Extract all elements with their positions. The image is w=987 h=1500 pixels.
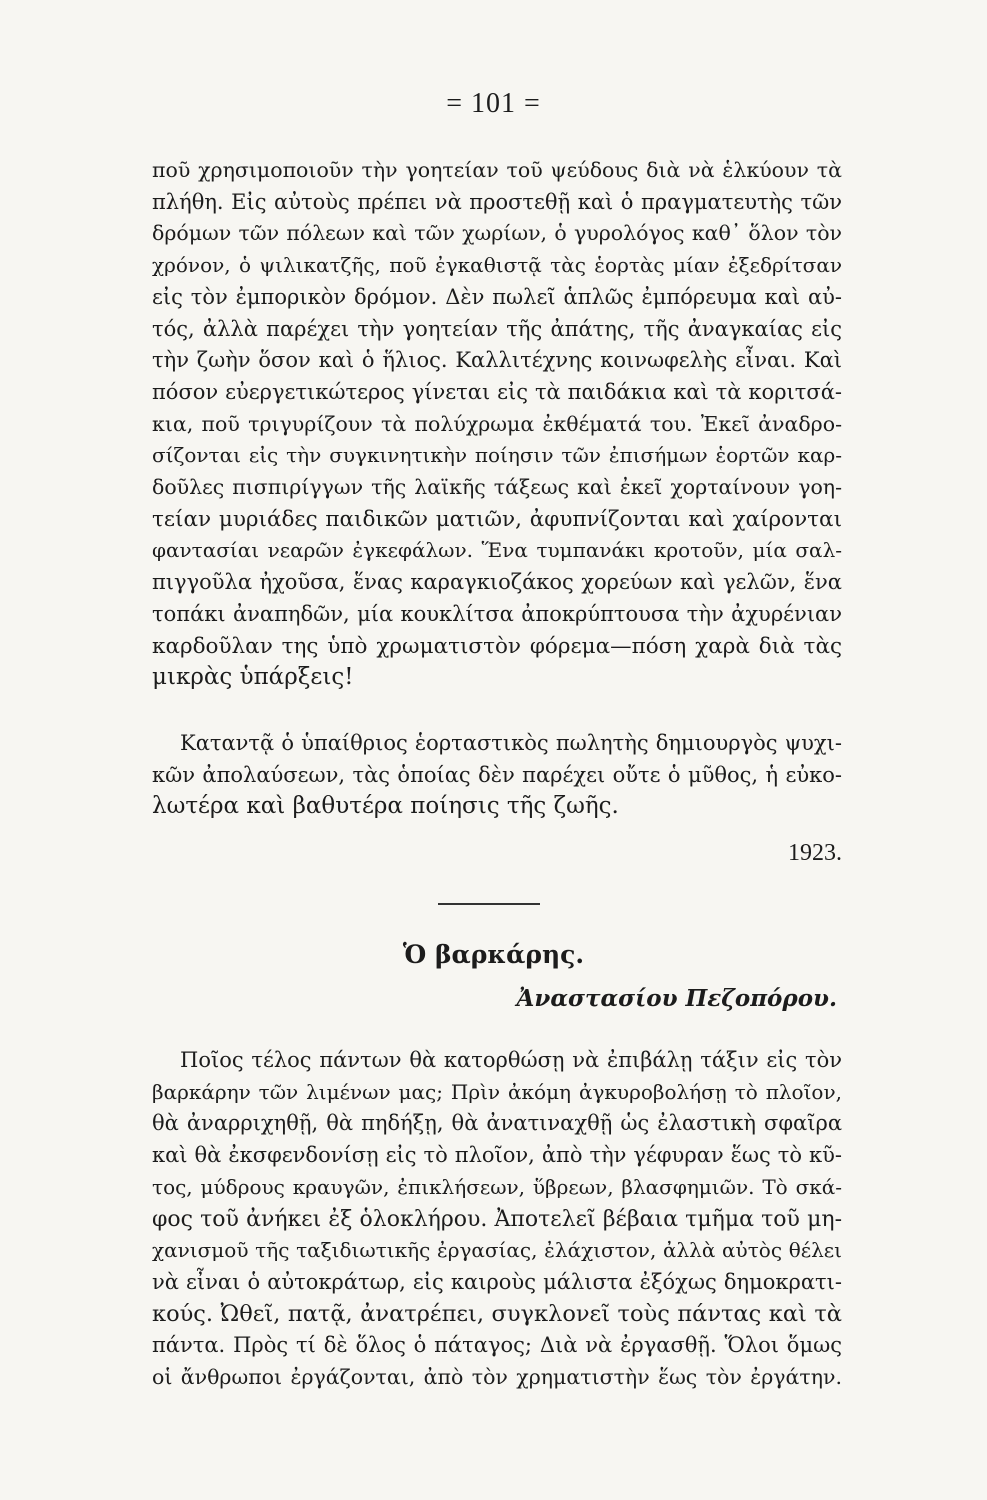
text-line: ποῦ χρησιμοποιοῦν τὴν γοητείαν τοῦ ψεύδους διὰ νὰ ἑλκύουν τὰ [152, 158, 842, 182]
text-line: τός, ἀλλὰ παρέχει τὴν γοητείαν τῆς ἀπάτης, τῆς ἀναγκαίας εἰς [152, 316, 842, 341]
section-author: Ἀναστασίου Πεζοπόρου. [516, 985, 837, 1012]
text-line: φαντασίαι νεαρῶν ἐγκεφάλων. Ἕνα τυμπανάκι κροτοῦν, μία σαλ- [152, 538, 842, 563]
text-line: χανισμοῦ τῆς ταξιδιωτικῆς ἐργασίας, ἐλάχιστον, ἀλλὰ αὐτὸς θέλει [152, 1238, 842, 1263]
text-line: χρόνον, ὁ ψιλικατζῆς, ποῦ ἐγκαθιστᾷ τὰς ἑορτὰς μίαν ἐξεδρίτσαν [152, 253, 842, 278]
section-paragraph [152, 1045, 842, 1394]
text-line: εἰς τὸν ἐμπορικὸν δρόμον. Δὲν πωλεῖ ἁπλῶς ἐμπόρευμα καὶ αὐ- [152, 284, 842, 309]
text-line: πλήθη. Εἰς αὐτοὺς πρέπει νὰ προστεθῇ καὶ ὁ πραγματευτὴς τῶν [152, 189, 842, 214]
text-line: μικρὰς ὑπάρξεις! [152, 664, 354, 691]
section-title: Ὁ βαρκάρης. [402, 940, 585, 969]
text-line: καρδοῦλαν της ὑπὸ χρωματιστὸν φόρεμα—πόση χαρὰ διὰ τὰς [152, 633, 842, 659]
essay-closing-paragraph [152, 728, 842, 823]
text-line: πάντα. Πρὸς τί δὲ ὅλος ὁ πάταγος; Διὰ νὰ ἐργασθῇ. Ὅλοι ὅμως [152, 1333, 842, 1358]
text-line: κῶν ἀπολαύσεων, τὰς ὁποίας δὲν παρέχει οὔτε ὁ μῦθος, ἡ εὐκο- [152, 762, 842, 787]
page-number: = 101 = [446, 88, 541, 119]
text-line: τος, μύδρους κραυγῶν, ἐπικλήσεων, ὕβρεων, βλασφημιῶν. Τὸ σκά- [152, 1174, 842, 1199]
essay-paragraph [152, 155, 842, 694]
text-line: τείαν μυριάδες παιδικῶν ματιῶν, ἀφυπνίζονται καὶ χαίρονται [152, 506, 842, 532]
text-line: φος τοῦ ἀνήκει ἐξ ὁλοκλήρου. Ἀποτελεῖ βέβαια τμῆμα τοῦ μη- [152, 1206, 842, 1232]
text-line: θὰ ἀναρριχηθῇ, θὰ πηδήξῃ, θὰ ἀνατιναχθῇ ὡς ἐλαστικὴ σφαῖρα [152, 1111, 842, 1136]
text-line: νὰ εἶναι ὁ αὐτοκράτωρ, εἰς καιροὺς μάλιστα ἐξόχως δημοκρατι- [152, 1269, 842, 1294]
text-line: σίζονται εἰς τὴν συγκινητικὴν ποίησιν τῶν ἐπισήμων ἑορτῶν καρ- [152, 443, 842, 468]
text-line: λωτέρα καὶ βαθυτέρα ποίησις τῆς ζωῆς. [152, 793, 619, 820]
section-divider [438, 903, 540, 905]
text-line: πόσον εὐεργετικώτερος γίνεται εἰς τὰ παιδάκια καὶ τὰ κοριτσά- [152, 379, 842, 404]
text-line: κούς. Ὠθεῖ, πατᾷ, ἀνατρέπει, συγκλονεῖ τοὺς πάντας καὶ τὰ [152, 1300, 842, 1327]
essay-date: 1923. [788, 840, 842, 866]
text-line: κια, ποῦ τριγυρίζουν τὰ πολύχρωμα ἐκθέματά του. Ἐκεῖ ἀναδρο- [152, 411, 842, 436]
text-line: οἱ ἄνθρωποι ἐργάζονται, ἀπὸ τὸν χρηματιστὴν ἕως τὸν ἐργάτην. [152, 1365, 842, 1390]
text-line: δρόμων τῶν πόλεων καὶ τῶν χωρίων, ὁ γυρολόγος καθ᾽ ὅλον τὸν [152, 221, 842, 246]
text-line: Καταντᾷ ὁ ὑπαίθριος ἑορταστικὸς πωλητὴς δημιουργὸς ψυχι- [180, 731, 842, 755]
text-line: τὴν ζωὴν ὅσον καὶ ὁ ἥλιος. Καλλιτέχνης κοινωφελὴς εἶναι. Καὶ [152, 348, 842, 373]
text-line: τοπάκι ἀναπηδῶν, μία κουκλίτσα ἀποκρύπτουσα τὴν ἀχυρένιαν [152, 601, 842, 626]
text-line: καὶ θὰ ἐκσφενδονίσῃ εἰς τὸ πλοῖον, ἀπὸ τὴν γέφυραν ἕως τὸ κῦ- [152, 1143, 842, 1168]
text-line: βαρκάρην τῶν λιμένων μας; Πρὶν ἀκόμη ἀγκυροβολήσῃ τὸ πλοῖον, [152, 1079, 842, 1104]
text-line: Ποῖος τέλος πάντων θὰ κατορθώσῃ νὰ ἐπιβάλῃ τάξιν εἰς τὸν [180, 1048, 842, 1072]
text-line: δοῦλες πισπιρίγγων τῆς λαϊκῆς τάξεως καὶ ἐκεῖ χορταίνουν γοη- [152, 475, 842, 500]
text-line: πιγγοῦλα ἠχοῦσα, ἕνας καραγκιοζάκος χορεύων καὶ γελῶν, ἕνα [152, 570, 842, 595]
